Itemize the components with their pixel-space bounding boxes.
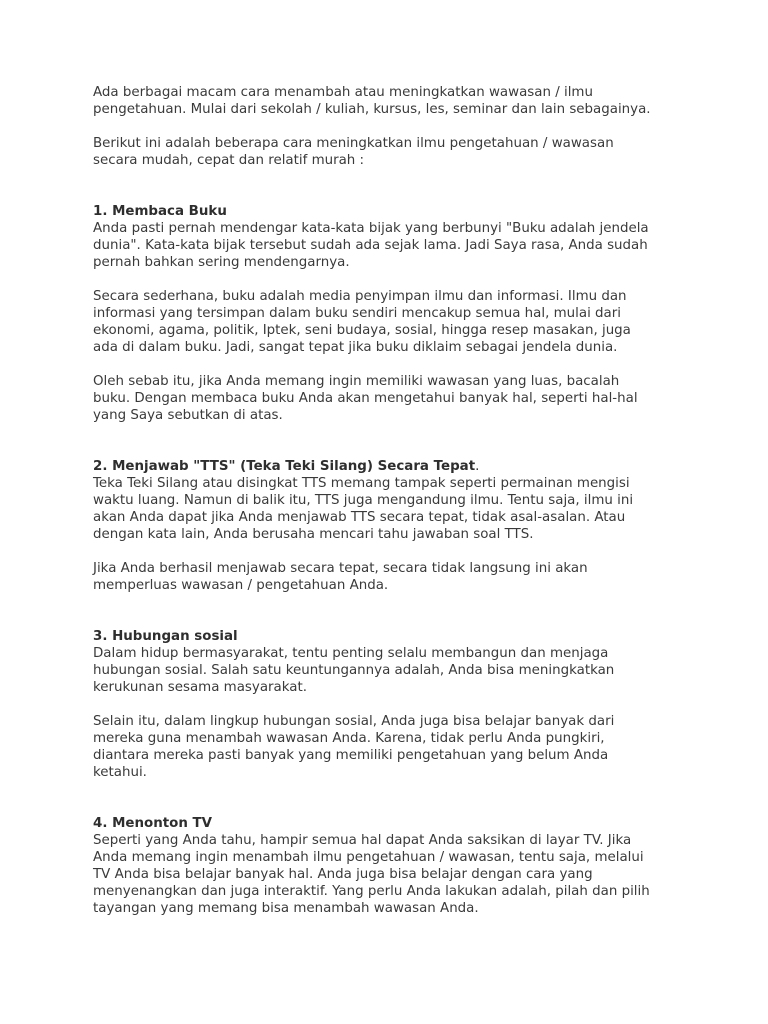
text-line: TV Anda bisa belajar banyak hal. Anda juga bisa belajar dengan cara yang [93, 867, 593, 882]
text-line: Anda memang ingin menambah ilmu pengetahuan / wawasan, tentu saja, melalui [93, 850, 644, 865]
text-line: kerukunan sesama masyarakat. [93, 680, 307, 695]
text-line: akan Anda dapat jika Anda menjawab TTS secara tepat, tidak asal-asalan. Atau [93, 510, 626, 525]
text-line: tayangan yang memang bisa menambah wawasan Anda. [93, 901, 479, 916]
text-line: Secara sederhana, buku adalah media penyimpan ilmu dan informasi. Ilmu dan [93, 289, 627, 304]
section-menonton-tv [93, 815, 708, 917]
text-line: dengan kata lain, Anda berusaha mencari tahu jawaban soal TTS. [93, 527, 534, 542]
text-line: yang Saya sebutkan di atas. [93, 408, 283, 423]
section-heading-suffix: . [475, 459, 480, 474]
text-line: Dalam hidup bermasyarakat, tentu penting selalu membangun dan menjaga [93, 646, 609, 661]
section-paragraph [93, 475, 708, 543]
intro-paragraph-2 [93, 135, 708, 169]
text-line: Teka Teki Silang atau disingkat TTS memang tampak seperti permainan mengisi [93, 476, 630, 491]
text-line: mereka guna menambah wawasan Anda. Karena, tidak perlu Anda pungkiri, [93, 731, 605, 746]
text-line: Jika Anda berhasil menjawab secara tepat, secara tidak langsung ini akan [93, 561, 588, 576]
text-line: pengetahuan. Mulai dari sekolah / kuliah, kursus, les, seminar dan lain sebagainya. [93, 102, 651, 117]
text-line: Oleh sebab itu, jika Anda memang ingin memiliki wawasan yang luas, bacalah [93, 374, 620, 389]
section-heading [93, 458, 708, 475]
section-paragraph [93, 288, 708, 356]
section-paragraph [93, 645, 708, 696]
text-line: Ada berbagai macam cara menambah atau meningkatkan wawasan / ilmu [93, 85, 593, 100]
section-menjawab-tts [93, 458, 708, 594]
text-line: ekonomi, agama, politik, Iptek, seni budaya, sosial, hingga resep masakan, juga [93, 323, 631, 338]
text-line: dunia". Kata-kata bijak tersebut sudah ada sejak lama. Jadi Saya rasa, Anda sudah [93, 238, 648, 253]
text-line: secara mudah, cepat dan relatif murah : [93, 153, 365, 168]
text-line: ada di dalam buku. Jadi, sangat tepat jika buku diklaim sebagai jendela dunia. [93, 340, 618, 355]
section-hubungan-sosial [93, 628, 708, 781]
section-heading: 3. Hubungan sosial [93, 629, 238, 644]
text-line: Berikut ini adalah beberapa cara meningkatkan ilmu pengetahuan / wawasan [93, 136, 614, 151]
text-line: ketahui. [93, 765, 147, 780]
text-line: waktu luang. Namun di balik itu, TTS juga mengandung ilmu. Tentu saja, ilmu ini [93, 493, 634, 508]
text-line: buku. Dengan membaca buku Anda akan mengetahui banyak hal, seperti hal-hal [93, 391, 638, 406]
section-paragraph [93, 560, 708, 594]
section-heading: 4. Menonton TV [93, 816, 213, 831]
text-line: diantara mereka pasti banyak yang memiliki pengetahuan yang belum Anda [93, 748, 609, 763]
section-heading-text: 2. Menjawab "TTS" (Teka Teki Silang) Secara Tepat [93, 459, 476, 474]
section-heading: 1. Membaca Buku [93, 204, 227, 219]
section-paragraph [93, 832, 708, 917]
section-paragraph [93, 713, 708, 781]
text-line: Selain itu, dalam lingkup hubungan sosial, Anda juga bisa belajar banyak dari [93, 714, 615, 729]
text-line: Anda pasti pernah mendengar kata-kata bijak yang berbunyi "Buku adalah jendela [93, 221, 649, 236]
section-membaca-buku [93, 203, 708, 424]
text-line: hubungan sosial. Salah satu keuntungannya adalah, Anda bisa meningkatkan [93, 663, 615, 678]
text-line: pernah bahkan sering mendengarnya. [93, 255, 350, 270]
section-paragraph [93, 220, 708, 271]
text-line: memperluas wawasan / pengetahuan Anda. [93, 578, 389, 593]
intro-paragraph-1 [93, 84, 708, 118]
text-line: menyenangkan dan juga interaktif. Yang perlu Anda lakukan adalah, pilah dan pilih [93, 884, 650, 899]
text-line: Seperti yang Anda tahu, hampir semua hal dapat Anda saksikan di layar TV. Jika [93, 833, 632, 848]
text-line: informasi yang tersimpan dalam buku sendiri mencakup semua hal, mulai dari [93, 306, 621, 321]
section-paragraph [93, 373, 708, 424]
